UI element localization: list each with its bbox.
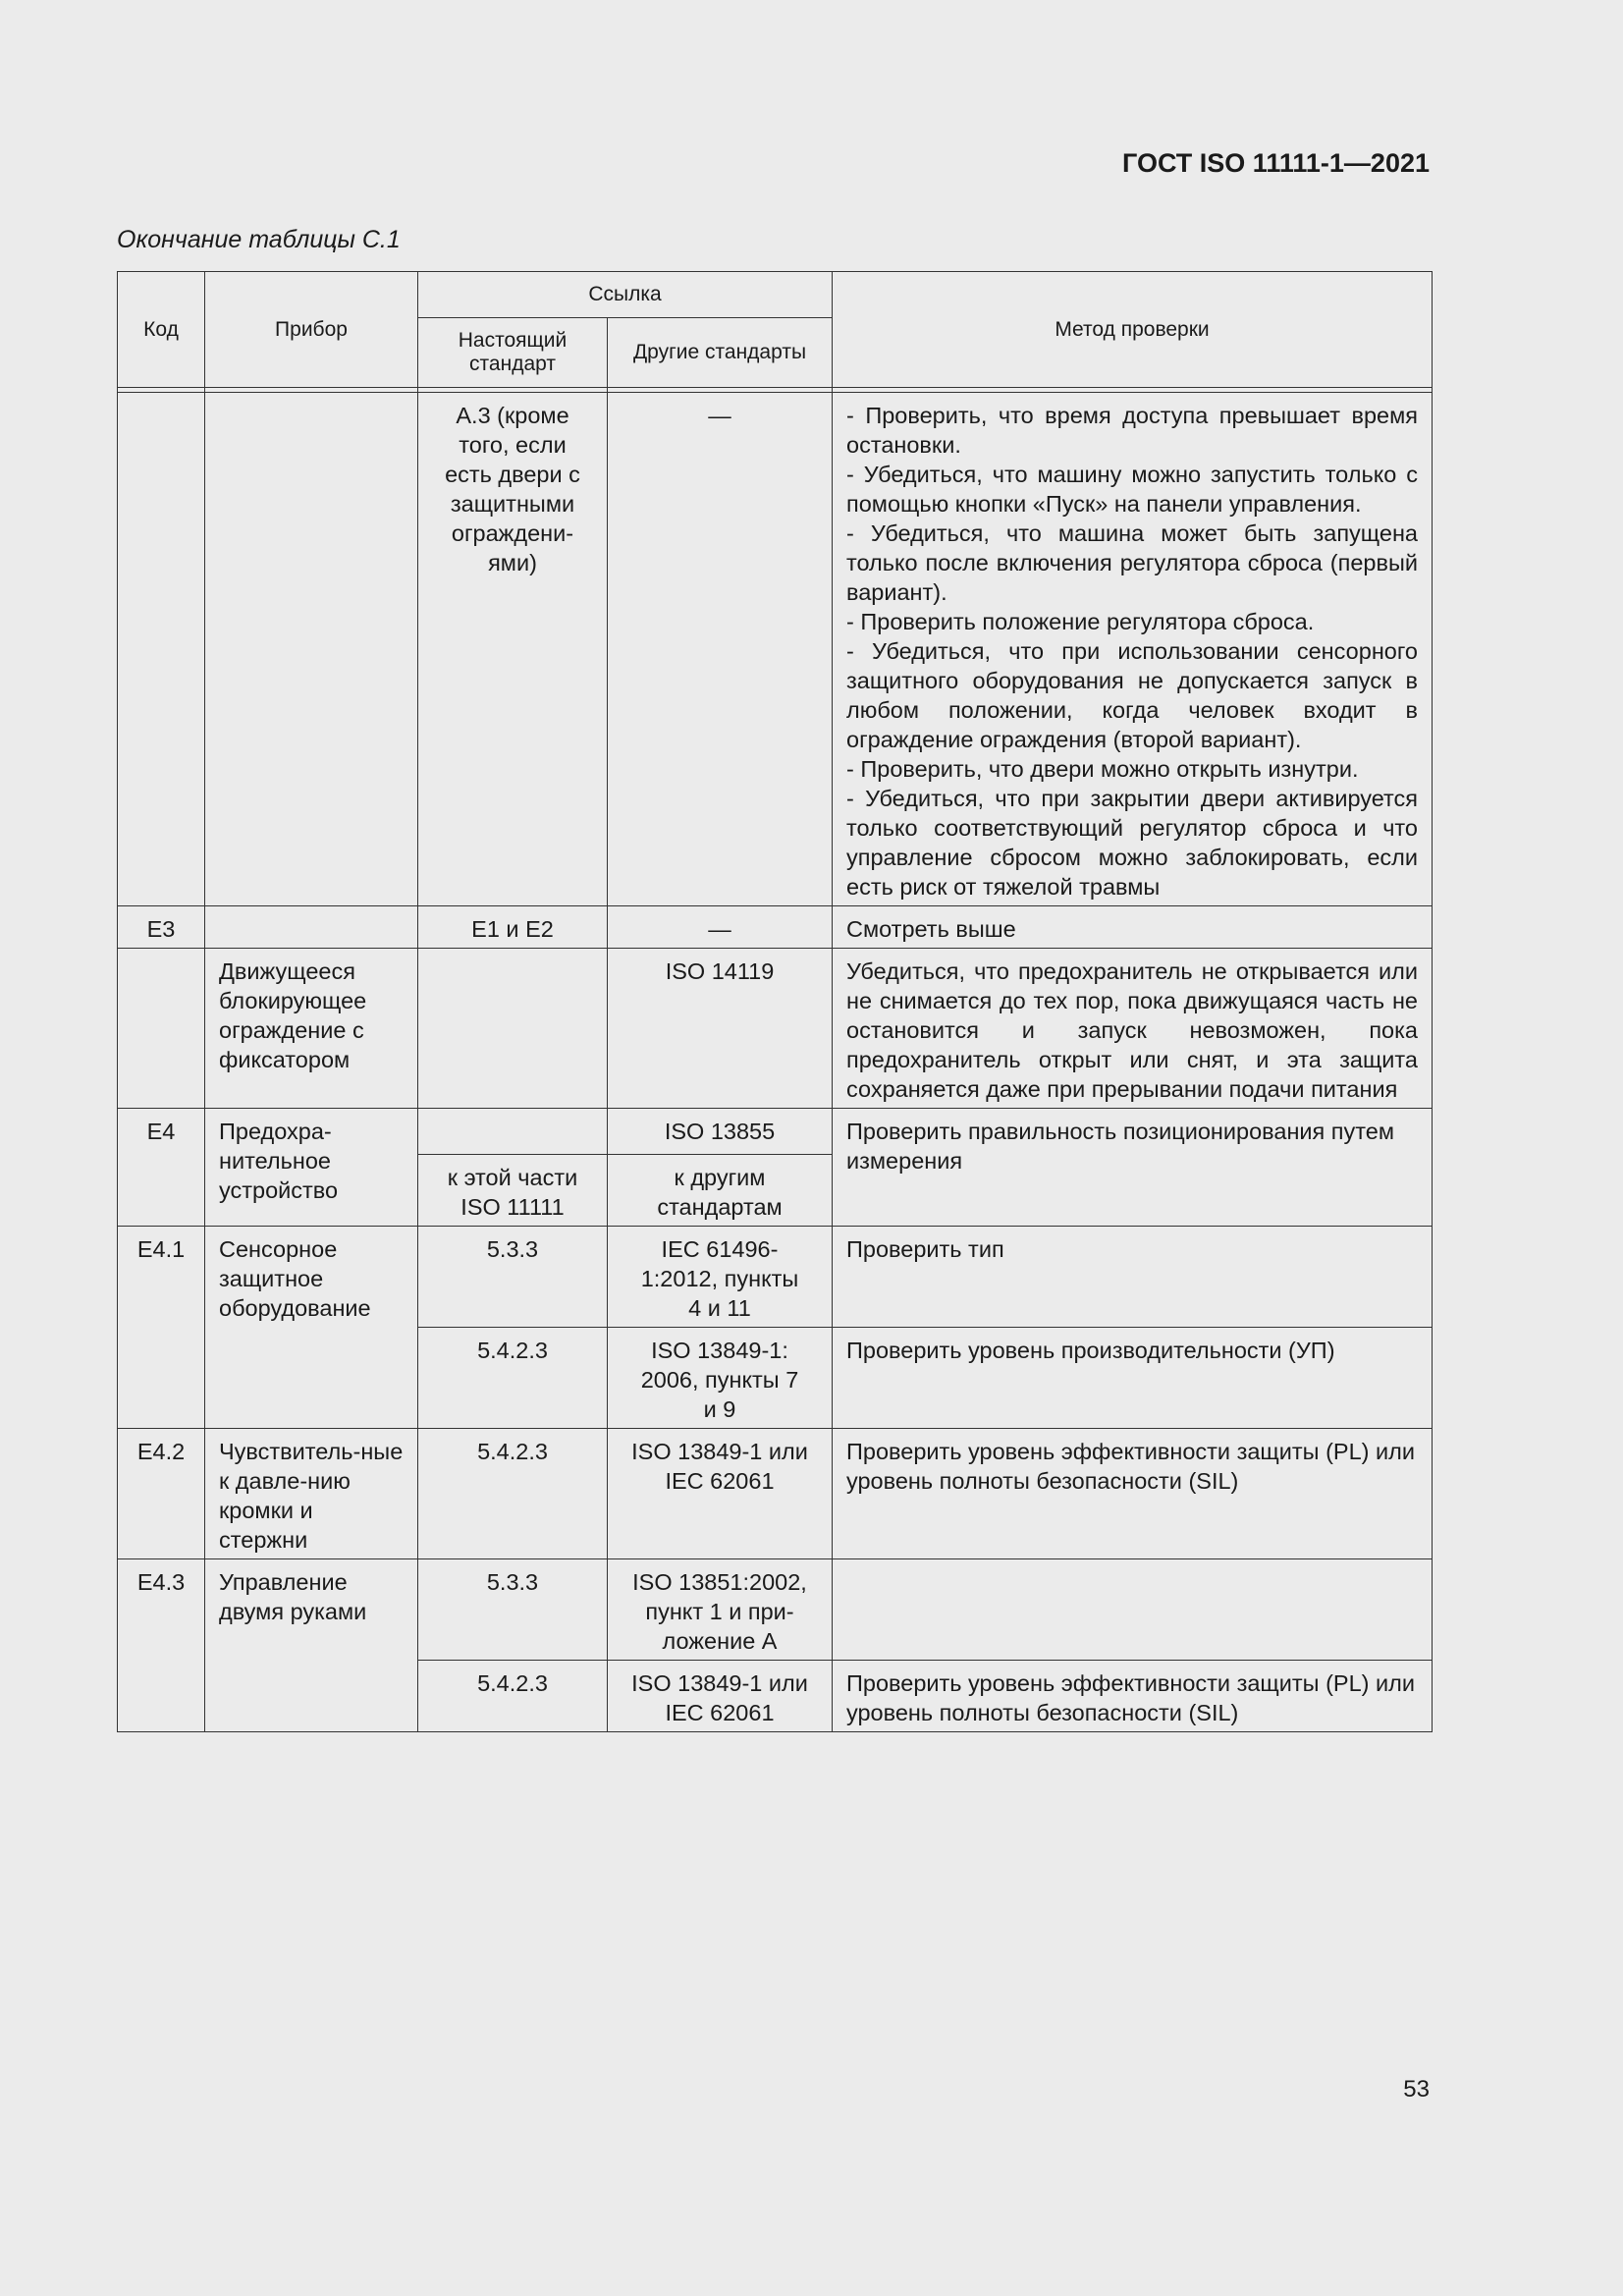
cell-other: ISO 13849-1 или IEC 62061 <box>608 1429 833 1559</box>
table-caption: Окончание таблицы С.1 <box>117 226 401 253</box>
cell-ref: 5.3.3 <box>418 1227 608 1328</box>
cell-other: ISO 13851:2002, пункт 1 и при-ложение А <box>608 1559 833 1661</box>
cell-code: Е4.2 <box>118 1429 205 1559</box>
header-method: Метод проверки <box>833 272 1433 388</box>
cell-ref: Е1 и Е2 <box>418 906 608 949</box>
table-row <box>118 1227 1433 1328</box>
method-line: - Проверить, что двери можно открыть изнутри. <box>846 756 1359 782</box>
header-device: Прибор <box>205 272 418 388</box>
cell-method: Проверить тип <box>833 1227 1433 1328</box>
method-line: - Убедиться, что машина может быть запущена только после включения регулятора сброса (первый вариант). <box>846 520 1418 605</box>
cell-device: Чувствитель-ные к давле-нию кромки и стержни <box>205 1429 418 1559</box>
page-number: 53 <box>1403 2076 1430 2103</box>
method-line: - Убедиться, что машину можно запустить только с помощью кнопки «Пуск» на панели управления. <box>846 462 1418 517</box>
cell-method: Смотреть выше <box>833 906 1433 949</box>
cell-other: ISO 13849-1 или IEC 62061 <box>608 1661 833 1732</box>
cell-ref: 5.4.2.3 <box>418 1661 608 1732</box>
header-reference: Ссылка <box>418 272 833 318</box>
cell-ref: к этой части ISO 11111 <box>418 1155 608 1227</box>
table-row <box>118 1109 1433 1155</box>
verification-table <box>117 271 1433 1732</box>
cell-device: Управление двумя руками <box>205 1559 418 1732</box>
cell-method <box>833 1559 1433 1661</box>
cell-method: Проверить правильность позиционирования путем измерения <box>833 1109 1433 1227</box>
method-line: - Проверить положение регулятора сброса. <box>846 609 1315 634</box>
method-line: - Убедиться, что при закрытии двери активируется только соответствующий регулятор сброса и что управление сбросом можно заблокировать, если есть риск от тяжелой травмы <box>846 786 1418 900</box>
cell-other: к другим стандартам <box>608 1155 833 1227</box>
cell-ref: 5.4.2.3 <box>418 1328 608 1429</box>
cell-other: — <box>608 906 833 949</box>
cell-code: Е4.3 <box>118 1559 205 1732</box>
cell-ref: 5.3.3 <box>418 1559 608 1661</box>
cell-device: Предохра-нительное устройство <box>205 1109 418 1227</box>
table-row <box>118 393 1433 906</box>
cell-device: Сенсорное защитное оборудование <box>205 1227 418 1429</box>
cell-method: Проверить уровень производительности (УП) <box>833 1328 1433 1429</box>
header-other-standards: Другие стандарты <box>608 318 833 388</box>
cell-other: IEC 61496-1:2012, пункты 4 и 11 <box>608 1227 833 1328</box>
cell-other: ISO 14119 <box>608 949 833 1109</box>
cell-method <box>833 393 1433 906</box>
cell-other: ISO 13855 <box>608 1109 833 1155</box>
cell-ref: 5.4.2.3 <box>418 1429 608 1559</box>
cell-method: Проверить уровень эффективности защиты (PL) или уровень полноты безопасности (SIL) <box>833 1429 1433 1559</box>
cell-ref: А.3 (кроме того, если есть двери с защитными ограждени-ями) <box>418 393 608 906</box>
cell-method: Убедиться, что предохранитель не открывается или не снимается до тех пор, пока движущаяся часть не остановится и запуск невозможен, пока предохранитель открыт или снят, и эта защита сохраняется даже при прерывании подачи питания <box>833 949 1433 1109</box>
table-row <box>118 949 1433 1109</box>
cell-code: Е3 <box>118 906 205 949</box>
table-row <box>118 906 1433 949</box>
document-code: ГОСТ ISO 11111-1—2021 <box>1122 148 1430 178</box>
cell-device: Движущееся блокирующее ограждение с фиксатором <box>205 949 418 1109</box>
cell-code: Е4.1 <box>118 1227 205 1429</box>
method-line: - Проверить, что время доступа превышает время остановки. <box>846 403 1418 458</box>
method-line: - Убедиться, что при использовании сенсорного защитного оборудования не допускается запуск в любом положении, когда человек входит в ограждение ограждения (второй вариант). <box>846 638 1418 752</box>
cell-other: — <box>608 393 833 906</box>
header-this-standard: Настоящий стандарт <box>418 318 608 388</box>
table-row <box>118 1559 1433 1661</box>
cell-other: ISO 13849-1: 2006, пункты 7 и 9 <box>608 1328 833 1429</box>
cell-code: Е4 <box>118 1109 205 1227</box>
cell-method: Проверить уровень эффективности защиты (PL) или уровень полноты безопасности (SIL) <box>833 1661 1433 1732</box>
table-row <box>118 1429 1433 1559</box>
header-code: Код <box>118 272 205 388</box>
